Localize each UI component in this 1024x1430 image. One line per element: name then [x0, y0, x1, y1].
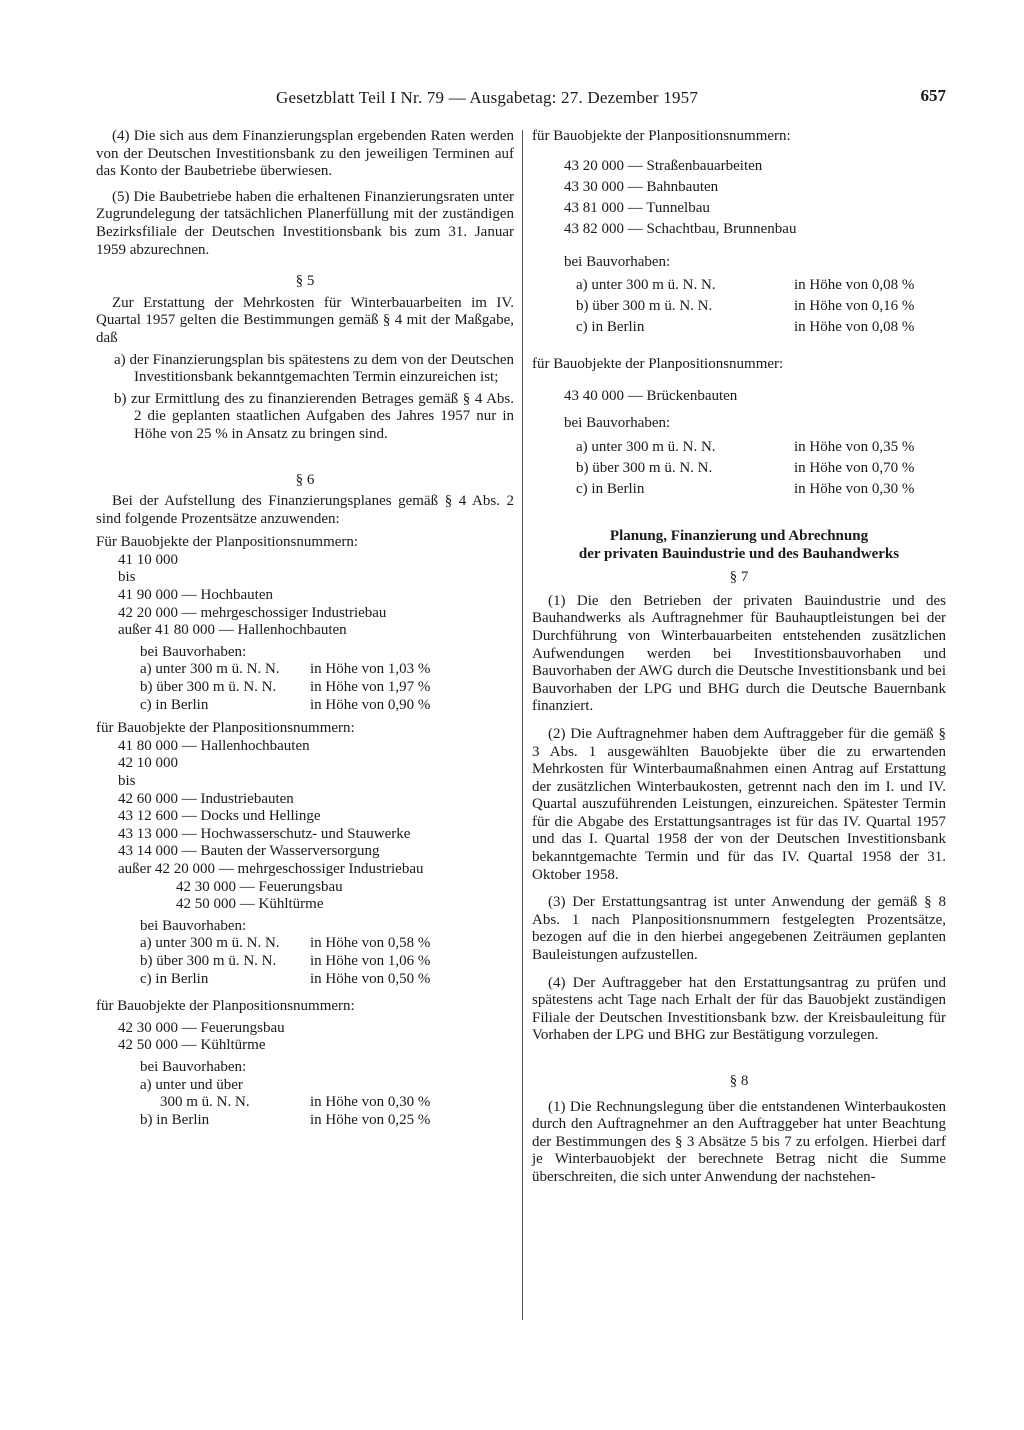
rate-value: in Höhe von 0,08 %: [794, 319, 915, 336]
rate-value: in Höhe von 0,50 %: [310, 970, 431, 987]
rate-value: in Höhe von 0,70 %: [794, 459, 915, 476]
rate-row: [96, 1094, 514, 1112]
group-4-line: 43 81 000 — Tunnelbau: [564, 199, 710, 216]
rate-label: a) unter 300 m ü. N. N.: [140, 935, 280, 952]
rate-value: in Höhe von 0,35 %: [794, 438, 915, 455]
rate-row: [532, 296, 946, 317]
group-2-line: 43 14 000 — Bauten der Wasserversorgung: [118, 843, 380, 860]
group-2-line: 42 30 000 — Feuerungsbau: [176, 878, 343, 895]
rate-row: [96, 1112, 514, 1130]
rate-label: b) über 300 m ü. N. N.: [140, 679, 277, 696]
section-6-heading: § 6: [295, 471, 315, 488]
group-5-heading: für Bauobjekte der Planpositionsnummer:: [532, 356, 784, 373]
section-7-paragraph-3: (3) Der Erstattungsantrag ist unter Anwendung der gemäß § 8 Abs. 1 nach Planpositionsnummern festgelegten Prozentsätze, bezogen auf die in den hierbei angegebenen Zeiträumen geplanten Bauleistungen aufzustellen.: [532, 894, 946, 964]
section-7-paragraph-1: (1) Die den Betrieben der privaten Bauindustrie und des Bauhandwerks als Auftragnehmer für Bauhauptleistungen bei der Durchführung von Winterbauarbeiten entstehenden zusätzlichen Aufwendungen werden bei Investitionsbauvorhaben und Bauvorhaben der AWG durch die Deutsche Investitionsbank und bei Bauvorhaben der LPG und BHG durch die Deutsche Bauernbank finanziert.: [532, 592, 946, 715]
group-1-line: bis: [118, 569, 136, 586]
rate-label: c) in Berlin: [140, 970, 209, 987]
group-3-line: 42 50 000 — Kühltürme: [118, 1037, 266, 1054]
section-6-intro: Bei der Aufstellung des Finanzierungsplanes gemäß § 4 Abs. 2 sind folgende Prozentsätze anzuwenden:: [96, 493, 514, 527]
section-5-item-b: b) zur Ermittlung des zu finanzierenden Betrages gemäß § 4 Abs. 2 die geplanten staatlichen Aufgaben des Jahres 1957 nur in Höhe von 25 % in Ansatz zu bringen sind.: [114, 390, 514, 442]
rate-label: c) in Berlin: [576, 319, 645, 336]
group-5-line: 43 40 000 — Brückenbauten: [564, 387, 738, 404]
group-1-line: außer 41 80 000 — Hallenhochbauten: [118, 622, 347, 639]
rate-value: in Höhe von 1,03 %: [310, 661, 431, 678]
rate-label: a) unter 300 m ü. N. N.: [140, 661, 280, 678]
rate-value: in Höhe von 0,30 %: [310, 1094, 431, 1111]
rate-row: [96, 697, 514, 715]
rate-value: in Höhe von 0,25 %: [310, 1111, 431, 1128]
page-number: 657: [920, 86, 946, 105]
group-1-line: 42 20 000 — mehrgeschossiger Industriebau: [118, 604, 387, 621]
group-2-line: 42 50 000 — Kühltürme: [176, 896, 324, 913]
rate-row: [532, 437, 946, 458]
paragraph-4-4: (4) Die sich aus dem Finanzierungsplan ergebenden Raten werden von der Deutschen Investitionsbank zu den jeweiligen Terminen auf das Konto der Baubetriebe überwiesen.: [96, 128, 514, 180]
section-7-paragraph-4: (4) Der Auftraggeber hat den Erstattungsantrag zu prüfen und spätestens acht Tage nach Erhalt der für das Bauobjekt zuständigen Filiale der Deutschen Investitionsbank bzw. der Kreisbauleitung für Vorhaben der LPG und BHG zur Bestätigung vorzulegen.: [532, 974, 946, 1044]
rate-label: b) über 300 m ü. N. N.: [576, 459, 713, 476]
rate-value: in Höhe von 1,06 %: [310, 952, 431, 969]
group-1-bei-bauvorhaben: bei Bauvorhaben:: [140, 643, 247, 660]
rate-label: 300 m ü. N. N.: [160, 1094, 250, 1111]
group-2-line: 43 13 000 — Hochwasserschutz- und Stauwerke: [118, 825, 411, 842]
rate-label: b) in Berlin: [140, 1111, 210, 1128]
section-7-heading: § 7: [729, 569, 749, 586]
group-3-line: 42 30 000 — Feuerungsbau: [118, 1019, 285, 1036]
rate-row: [96, 679, 514, 697]
group-4-line: 43 20 000 — Straßenbauarbeiten: [564, 157, 763, 174]
group-1-line: 41 10 000: [118, 551, 178, 568]
rate-label: a) unter und über: [140, 1076, 243, 1093]
rate-row: [96, 953, 514, 971]
section-5-heading: § 5: [295, 273, 315, 290]
rate-label: b) über 300 m ü. N. N.: [576, 298, 713, 315]
group-4-bei-bauvorhaben: bei Bauvorhaben:: [564, 253, 671, 270]
rate-value: in Höhe von 0,08 %: [794, 277, 915, 294]
group-2-line: 41 80 000 — Hallenhochbauten: [118, 737, 310, 754]
group-2-line: 42 10 000: [118, 755, 178, 772]
rate-row: [96, 971, 514, 989]
rate-label: c) in Berlin: [576, 480, 645, 497]
gazette-title: Gesetzblatt Teil I Nr. 79 — Ausgabetag: 27. Dezember 1957: [276, 88, 699, 107]
group-2-line: außer 42 20 000 — mehrgeschossiger Industriebau: [118, 860, 424, 877]
rate-row: [532, 275, 946, 296]
rate-value: in Höhe von 0,58 %: [310, 935, 431, 952]
right-column: [532, 128, 946, 1187]
group-2-bei-bauvorhaben: bei Bauvorhaben:: [140, 917, 247, 934]
group-5-bei-bauvorhaben: bei Bauvorhaben:: [564, 415, 671, 432]
rate-label: b) über 300 m ü. N. N.: [140, 952, 277, 969]
part-heading-line-1: Planung, Finanzierung und Abrechnung: [609, 527, 869, 544]
group-2-line: bis: [118, 773, 136, 789]
section-7-paragraph-2: (2) Die Auftragnehmer haben dem Auftraggeber für die gemäß § 3 Abs. 1 ausgewählten Bauobjekte über die zu erwartenden Mehrkosten für Winterbaumaßnahmen einen Antrag auf Erstattung der zusätzlichen Winterbaukosten, getrennt nach den im I. und IV. Quartal auszuführenden Leistungen, einzureichen. Spätester Termin für die Abgabe des Erstattungsantrages ist für das IV. Quartal 1957 und das I. Quartal 1958 der von der Deutschen Investitionsbank bekanntgemachte Termin und für das IV. Quartal 1958 der 31. Oktober 1958.: [532, 725, 946, 883]
left-column: [96, 128, 514, 1129]
rate-row: [532, 458, 946, 479]
rate-label: a) unter 300 m ü. N. N.: [576, 277, 716, 294]
page-header: [96, 86, 946, 112]
group-1-heading: Für Bauobjekte der Planpositionsnummern:: [96, 534, 359, 551]
section-5-intro: Zur Erstattung der Mehrkosten für Winterbauarbeiten im IV. Quartal 1957 gelten die Bestimmungen gemäß § 4 mit der Maßgabe, daß: [96, 294, 514, 346]
section-8-heading: § 8: [729, 1073, 749, 1089]
part-heading-line-2: der privaten Bauindustrie und des Bauhandwerks: [578, 545, 900, 562]
rate-value: in Höhe von 0,90 %: [310, 696, 431, 713]
rate-row: [96, 1077, 514, 1095]
rate-label: c) in Berlin: [140, 696, 209, 713]
group-1-line: 41 90 000 — Hochbauten: [118, 587, 273, 604]
rate-value: in Höhe von 0,16 %: [794, 298, 915, 315]
group-4-heading: für Bauobjekte der Planpositionsnummern:: [532, 128, 791, 144]
column-divider: [522, 130, 523, 1320]
section-8-paragraph-1: (1) Die Rechnungslegung über die entstandenen Winterbaukosten durch den Auftragnehmer an den Auftraggeber hat unter Beachtung der Bestimmungen des § 3 Absätze 5 bis 7 zu erfolgen. Hierbei darf je Winterbauobjekt der berechnete Betrag nicht die Summe überschreiten, die sich unter Anwendung der nachstehen-: [532, 1098, 946, 1185]
rate-row: [532, 479, 946, 500]
group-2-line: 42 60 000 — Industriebauten: [118, 790, 294, 807]
rate-row: [96, 661, 514, 679]
rate-label: a) unter 300 m ü. N. N.: [576, 438, 716, 455]
rate-row: [532, 317, 946, 338]
group-4-line: 43 30 000 — Bahnbauten: [564, 178, 719, 195]
rate-value: in Höhe von 0,30 %: [794, 480, 915, 497]
group-3-heading: für Bauobjekte der Planpositionsnummern:: [96, 998, 355, 1015]
group-3-bei-bauvorhaben: bei Bauvorhaben:: [140, 1058, 247, 1075]
paragraph-4-5: (5) Die Baubetriebe haben die erhaltenen Finanzierungsraten unter Zugrundelegung der tatsächlichen Planerfüllung mit der zuständigen Bezirksfiliale der Deutschen Investitionsbank bis zum 31. Januar 1959 abzurechnen.: [96, 188, 514, 258]
section-5-item-a: a) der Finanzierungsplan bis spätestens zu dem von der Deutschen Investitionsbank bekanntgemachten Termin einzureichen ist;: [114, 351, 514, 386]
rate-row: [96, 935, 514, 953]
group-4-line: 43 82 000 — Schachtbau, Brunnenbau: [564, 220, 797, 237]
rate-value: in Höhe von 1,97 %: [310, 679, 431, 696]
group-2-line: 43 12 600 — Docks und Hellinge: [118, 808, 321, 825]
group-2-heading: für Bauobjekte der Planpositionsnummern:: [96, 720, 355, 737]
